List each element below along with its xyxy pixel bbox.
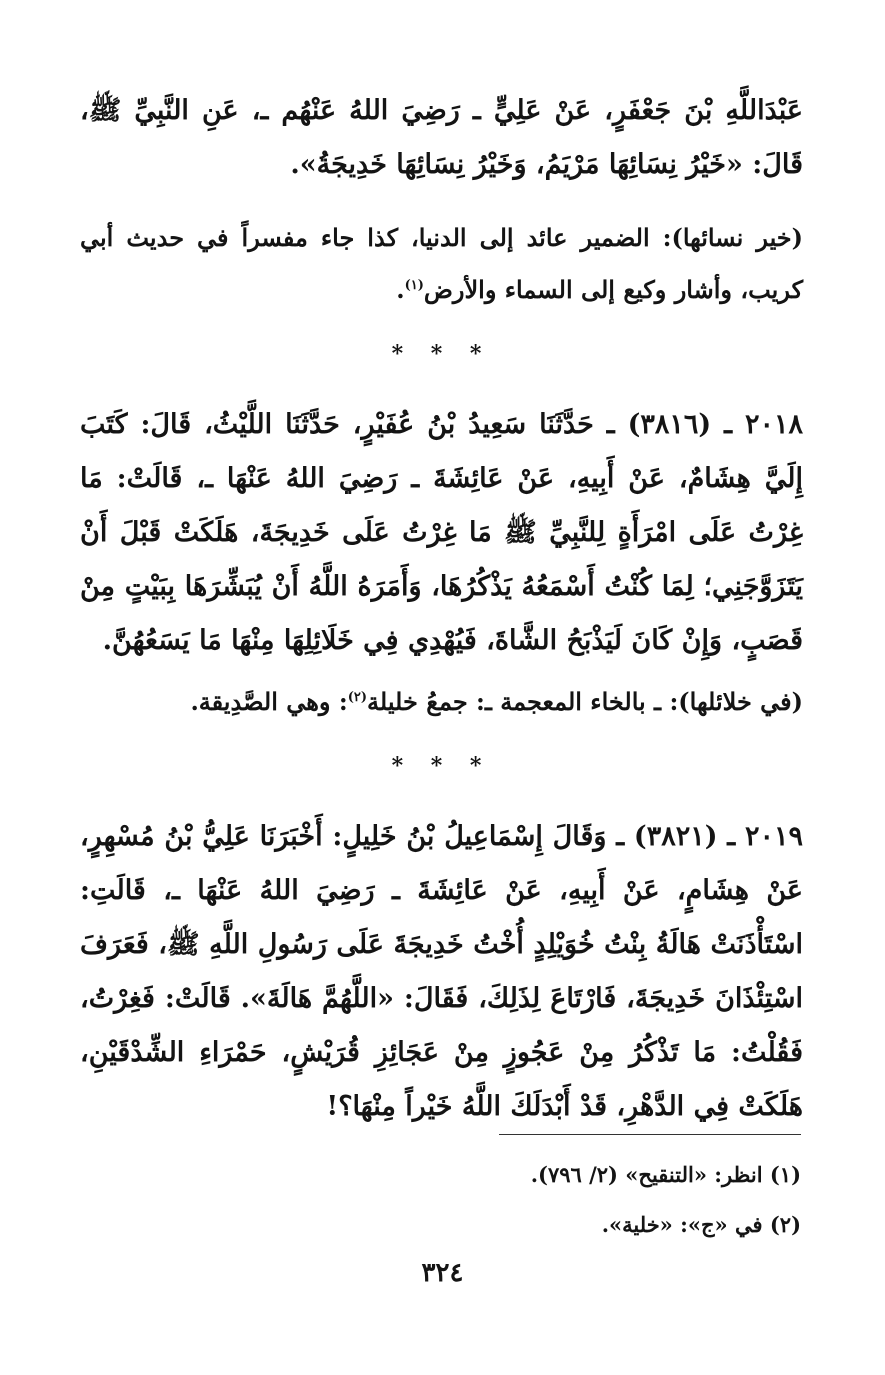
- commentary-note-2: [80, 676, 803, 728]
- commentary-note-1-text: (خير نسائها): الضمير عائد إلى الدنيا، كذا جاء مفسراً في حديث أبي كريب، وأشار وكيع إلى السماء والأرض: [80, 223, 803, 304]
- hadith-2019: ٢٠١٩ ـ (٣٨٢١) ـ وَقَالَ إِسْمَاعِيلُ بْنُ خَلِيلٍ: أَخْبَرَنَا عَلِيُّ بْنُ مُسْهِرٍ، عَنْ هِشَامٍ، عَنْ أَبِيهِ، عَنْ عَائِشَةَ ـ رَضِيَ اللهُ عَنْهَا ـ، قَالَتِ: اسْتَأْذَنَتْ هَالَةُ بِنْتُ خُوَيْلِدٍ أُخْتُ خَدِيجَةَ عَلَى رَسُولِ اللَّهِ ﷺ، فَعَرَفَ اسْتِئْذَانَ خَدِيجَةَ، فَارْتَاعَ لِذَلِكَ، فَقَالَ: «اللَّهُمَّ هَالَةَ». قَالَتْ: فَغِرْتُ، فَقُلْتُ: مَا تَذْكُرُ مِنْ عَجُوزٍ مِنْ عَجَائِزِ قُرَيْشٍ، حَمْرَاءِ الشِّدْقَيْنِ، هَلَكَتْ فِي الدَّهْرِ، قَدْ أَبْدَلَكَ اللَّهُ خَيْراً مِنْهَا؟!: [80, 821, 803, 1122]
- footnote-1: (١) انظر: «التنقيح» (٢/ ٧٩٦).: [530, 1162, 801, 1187]
- page-body: [80, 84, 803, 1134]
- section-separator-2: * * *: [391, 753, 492, 779]
- commentary-note-2-text: (في خلائلها): ـ بالخاء المعجمة ـ: جمعُ خليلة: [367, 687, 803, 716]
- footnote-ref-2[interactable]: (٢): [347, 690, 367, 705]
- section-separator-1: * * *: [391, 341, 492, 367]
- hadith-continuation: عَبْدَاللَّهِ بْنَ جَعْفَرٍ، عَنْ عَلِيٍّ ـ رَضِيَ اللهُ عَنْهُم ـ، عَنِ النَّبِيِّ ﷺ، قَالَ: «خَيْرُ نِسَائِهَا مَرْيَمُ، وَخَيْرُ نِسَائِهَا خَدِيجَةُ».: [80, 95, 803, 180]
- page-number: ٣٢٤: [421, 1258, 464, 1288]
- commentary-note-2-end: : وهي الصَّدِيقة.: [190, 687, 348, 716]
- footnote-ref-1[interactable]: (١): [404, 278, 424, 293]
- footnote-divider: [499, 1134, 801, 1135]
- footnote-2: (٢) في «ج»: «خلية».: [601, 1212, 801, 1237]
- hadith-2018: ٢٠١٨ ـ (٣٨١٦) ـ حَدَّثَنَا سَعِيدُ بْنُ عُفَيْرٍ، حَدَّثَنَا اللَّيْثُ، قَالَ: كَتَبَ إِلَيَّ هِشَامٌ، عَنْ أَبِيهِ، عَنْ عَائِشَةَ ـ رَضِيَ اللهُ عَنْهَا ـ، قَالَتْ: مَا غِرْتُ عَلَى امْرَأَةٍ لِلنَّبِيِّ ﷺ مَا غِرْتُ عَلَى خَدِيجَةَ، هَلَكَتْ قَبْلَ أَنْ يَتَزَوَّجَنِي؛ لِمَا كُنْتُ أَسْمَعُهُ يَذْكُرُهَا، وَأَمَرَهُ اللَّهُ أَنْ يُبَشِّرَهَا بِبَيْتٍ مِنْ قَصَبٍ، وَإِنْ كَانَ لَيَذْبَحُ الشَّاةَ، فَيُهْدِي فِي خَلَائِلِهَا مِنْهَا مَا يَسَعُهُنَّ.: [80, 409, 803, 656]
- commentary-note-1-end: .: [396, 275, 405, 304]
- commentary-note-1: [80, 212, 803, 316]
- footnotes: [101, 1150, 801, 1250]
